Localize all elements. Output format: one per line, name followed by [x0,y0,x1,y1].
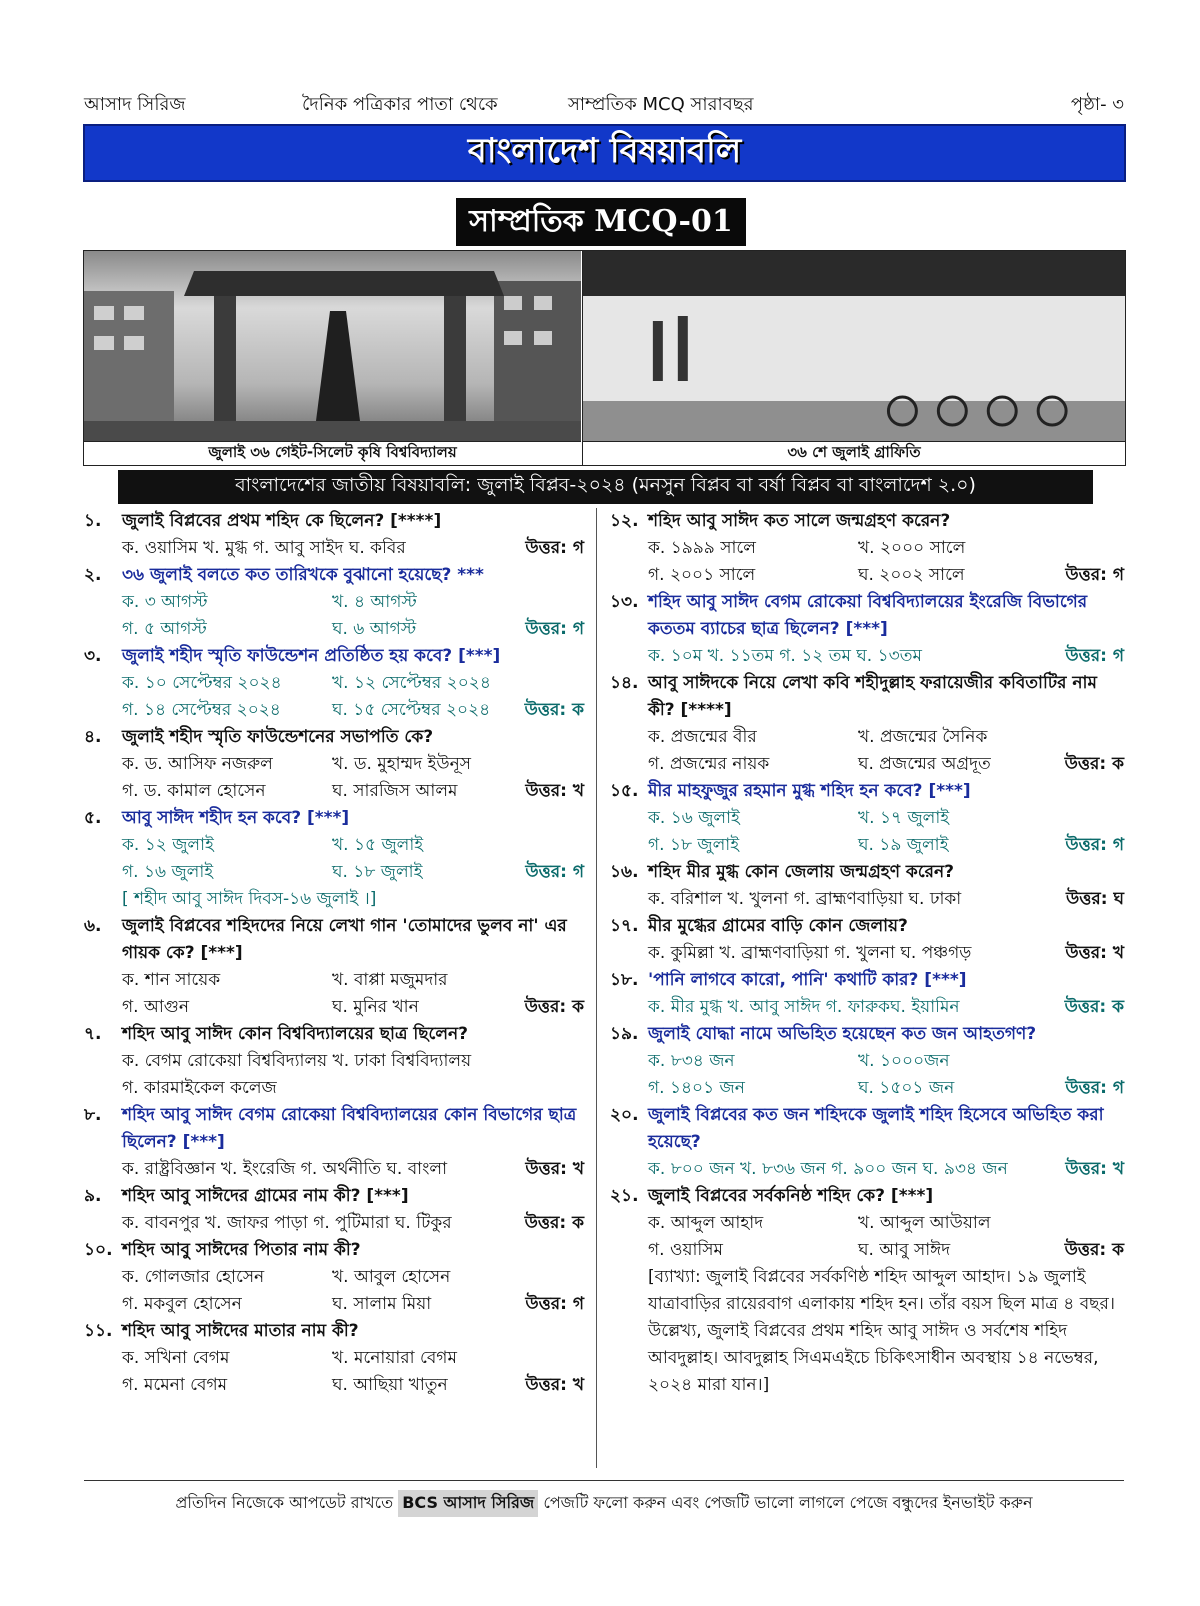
question-text: জুলাই বিপ্লবের প্রথম শহিদ কে ছিলেন? [****] [122,511,442,531]
question-2 [84,562,584,643]
answer: উত্তর: গ [1065,835,1124,855]
option-a: ক. আব্দুল আহাদ [648,1213,764,1233]
option-a: ক. ৩ আগস্ট [122,592,208,612]
question-options: ক. মীর মুগ্ধ খ. আবু সাঈদ গ. ফারুকঘ. ইয়ামিন [648,997,960,1017]
explanation-note: [ব্যাখ্যা: জুলাই বিপ্লবের সর্বকণিষ্ঠ শহিদ আব্দুল আহাদ। ১৯ জুলাই যাত্রাবাড়ির রায়েরবাগ এলাকায় শহিদ হন। তাঁর বয়স ছিল মাত্র ৪ বছর। উল্লেখ্য, জুলাই বিপ্লবের প্রথম শহিদ আবু সাঈদ ও সর্বশেষ শহিদ আবদুল্লাহ। আবদুল্লাহ সিএমএইচে চিকিৎসাধীন অবস্থায় ১৪ নভেম্বর, ২০২৪ মারা যান।] [648,1267,1115,1395]
question-16 [610,859,1124,913]
option-c: গ. প্রজন্মের নায়ক [648,754,770,774]
option-d: ঘ. আছিয়া খাতুন [332,1375,448,1395]
question-number: ১৮. [610,970,639,990]
option-d: ঘ. মুনির খান [332,997,419,1017]
question-14 [610,670,1124,778]
option-b: খ. আবুল হোসেন [332,1267,451,1287]
option-c: গ. মকবুল হোসেন [122,1294,242,1314]
option-a: ক. প্রজন্মের বীর [648,727,757,747]
graffiti-photo [582,251,1125,441]
answer: উত্তর: খ [1065,1159,1124,1179]
option-d: ঘ. প্রজন্মের অগ্রদূত [858,754,991,774]
question-options-2: গ. কারমাইকেল কলেজ [122,1078,277,1098]
option-a: ক. ১০ সেপ্টেম্বর ২০২৪ [122,673,282,693]
question-11 [84,1318,584,1399]
answer: উত্তর: গ [1065,646,1124,666]
question-8 [84,1102,584,1183]
question-text: জুলাই বিপ্লবের সর্বকনিষ্ঠ শহিদ কে? [***] [648,1186,934,1206]
question-3 [84,643,584,724]
question-number: ১৫. [610,781,639,801]
answer: উত্তর: ক [1064,1240,1124,1260]
question-number: ১১. [84,1321,113,1341]
option-c: গ. ১৬ জুলাই [122,862,214,882]
question-17 [610,913,1124,967]
question-4 [84,724,584,805]
question-text: শহিদ আবু সাঈদের পিতার নাম কী? [122,1240,361,1260]
mcq-set-title: সাম্প্রতিক MCQ-01 [456,198,746,246]
option-c: গ. ১৪০১ জন [648,1078,745,1098]
option-a: ক. গোলজার হোসেন [122,1267,265,1287]
option-d: ঘ. ১৫০১ জন [858,1078,955,1098]
answer: উত্তর: ক [524,700,584,720]
option-a: ক. ১৬ জুলাই [648,808,740,828]
option-d: ঘ. ৬ আগস্ট [332,619,417,639]
graffiti-caption: ৩৬ শে জুলাই গ্রাফিতি [582,441,1125,465]
question-text: আবু সাঈদকে নিয়ে লেখা কবি শহীদুল্লাহ ফরায়েজীর কবিতাটির নাম কী? [****] [648,673,1097,720]
question-number: ৯. [84,1186,102,1206]
question-15 [610,778,1124,859]
option-c: গ. ২০০১ সালে [648,565,756,585]
page-header [84,86,1124,120]
gate-illustration [84,251,581,441]
question-10 [84,1237,584,1318]
question-text: শহিদ আবু সাঈদ কত সালে জন্মগ্রহণ করেন? [648,511,951,531]
option-a: ক. ১৯৯৯ সালে [648,538,756,558]
question-options: ক. বেগম রোকেয়া বিশ্ববিদ্যালয় খ. ঢাকা বিশ্ববিদ্যালয় [122,1051,472,1071]
question-18 [610,967,1124,1021]
subject-banner [83,124,1126,182]
option-b: খ. আব্দুল আউয়াল [858,1213,991,1233]
question-number: ১০. [84,1240,113,1260]
answer: উত্তর: গ [1065,565,1124,585]
answer: উত্তর: খ [525,1375,584,1395]
question-options: ক. ৮০০ জন খ. ৮৩৬ জন গ. ৯০০ জন ঘ. ৯৩৪ জন [648,1159,1008,1179]
question-20 [610,1102,1124,1183]
question-9 [84,1183,584,1237]
question-number: ৮. [84,1105,102,1125]
answer: উত্তর: গ [525,862,584,882]
left-question-column [84,508,584,1399]
column-divider [596,508,597,1468]
option-a: ক. সখিনা বেগম [122,1348,230,1368]
answer: উত্তর: ক [1064,754,1124,774]
option-c: গ. ওয়াসিম [648,1240,723,1260]
option-c: গ. ড. কামাল হোসেন [122,781,266,801]
option-b: খ. ১৫ জুলাই [332,835,424,855]
option-b: খ. ১২ সেপ্টেম্বর ২০২৪ [332,673,491,693]
series-name: আসাদ সিরিজ [84,94,186,115]
question-1 [84,508,584,562]
question-number: ৩. [84,646,102,666]
option-b: খ. ড. মুহাম্মদ ইউনূস [332,754,472,774]
option-c: গ. ৫ আগস্ট [122,619,207,639]
question-number: ১৩. [610,592,639,612]
right-question-column [610,508,1124,1399]
question-number: ২১. [610,1186,639,1206]
answer: উত্তর: ক [1064,997,1124,1017]
answer: উত্তর: গ [525,619,584,639]
footer-text-start: প্রতিদিন নিজেকে আপডেট রাখতে [175,1492,394,1512]
question-note: [ শহীদ আবু সাঈদ দিবস-১৬ জুলাই ।] [122,889,377,909]
question-text: শহিদ আবু সাঈদ কোন বিশ্ববিদ্যালয়ের ছাত্র ছিলেন? [122,1024,469,1044]
question-options: ক. কুমিল্লা খ. ব্রাহ্মণবাড়িয়া গ. খুলনা ঘ. পঞ্চগড় [648,943,972,963]
answer: উত্তর: ক [524,997,584,1017]
option-b: খ. বাপ্পা মজুমদার [332,970,448,990]
question-13 [610,589,1124,670]
question-text: আবু সাঈদ শহীদ হন কবে? [***] [122,808,350,828]
question-number: ৭. [84,1024,102,1044]
question-12 [610,508,1124,589]
question-text: 'পানি লাগবে কারো, পানি' কথাটি কার? [***] [648,970,967,990]
question-options: ক. বরিশাল খ. খুলনা গ. ব্রাহ্মণবাড়িয়া ঘ. ঢাকা [648,889,962,909]
question-5 [84,805,584,913]
question-options: ক. রাষ্ট্রবিজ্ঞান খ. ইংরেজি গ. অর্থনীতি ঘ. বাংলা [122,1159,448,1179]
option-a: ক. ৮৩৪ জন [648,1051,735,1071]
question-text: ৩৬ জুলাই বলতে কত তারিখকে বুঝানো হয়েছে? *** [122,565,484,585]
option-a: ক. ১২ জুলাই [122,835,214,855]
footer-text-end: পেজটি ফলো করুন এবং পেজটি ভালো লাগলে পেজে বন্ধুদের ইনভাইট করুন [543,1492,1033,1512]
option-d: ঘ. ১৯ জুলাই [858,835,949,855]
option-b: খ. প্রজন্মের সৈনিক [858,727,988,747]
question-text: মীর মুগ্ধের গ্রামের বাড়ি কোন জেলায়? [648,916,908,936]
option-b: খ. মনোয়ারা বেগম [332,1348,457,1368]
option-d: ঘ. ১৮ জুলাই [332,862,423,882]
question-number: ১৯. [610,1024,639,1044]
option-d: ঘ. ২০০২ সালে [858,565,965,585]
option-a: ক. ড. আসিফ নজরুল [122,754,273,774]
question-options: ক. বাবনপুর খ. জাফর পাড়া গ. পুটিমারা ঘ. টিকুর [122,1213,452,1233]
question-text: শহিদ আবু সাঈদ বেগম রোকেয়া বিশ্ববিদ্যালয়ের ইংরেজি বিভাগের কততম ব্যাচের ছাত্র ছিলেন? [***] [648,592,1088,639]
gate-caption: জুলাই ৩৬ গেইট-সিলেট কৃষি বিশ্ববিদ্যালয় [84,441,581,465]
question-number: ২. [84,565,102,585]
photo-panel [83,250,1126,466]
question-options: ক. ওয়াসিম খ. মুগ্ধ গ. আবু সাইদ ঘ. কবির [122,538,406,558]
subject-title: বাংলাদেশ বিষয়াবলি [467,130,742,171]
option-c: গ. ১৪ সেপ্টেম্বর ২০২৪ [122,700,281,720]
question-text: শহিদ মীর মুগ্ধ কোন জেলায় জন্মগ্রহণ করেন? [648,862,955,882]
question-text: শহিদ আবু সাঈদ বেগম রোকেয়া বিশ্ববিদ্যালয়ের কোন বিভাগের ছাত্র ছিলেন? [***] [122,1105,577,1152]
answer: উত্তর: গ [525,1294,584,1314]
option-b: খ. ৪ আগস্ট [332,592,417,612]
option-c: গ. ১৮ জুলাই [648,835,740,855]
question-7 [84,1021,584,1102]
section-title: বাংলাদেশের জাতীয় বিষয়াবলি: জুলাই বিপ্লব-২০২৪ (মনসুন বিপ্লব বা বর্ষা বিপ্লব বা বাংলাদেশ ২.০) [118,470,1093,504]
page-number: পৃষ্ঠা- ৩ [1070,94,1124,115]
answer: উত্তর: ক [524,1213,584,1233]
option-b: খ. ১৭ জুলাই [858,808,950,828]
option-b: খ. ১০০০জন [858,1051,950,1071]
option-d: ঘ. সালাম মিয়া [332,1294,432,1314]
question-text: শহিদ আবু সাঈদের মাতার নাম কী? [122,1321,359,1341]
option-d: ঘ. সারজিস আলম [332,781,458,801]
question-number: ১৪. [610,673,639,693]
page-footer [84,1488,1124,1518]
answer: উত্তর: গ [525,538,584,558]
footer-page-name: BCS আসাদ সিরিজ [398,1490,538,1517]
footer-divider [84,1480,1124,1481]
option-d: ঘ. ১৫ সেপ্টেম্বর ২০২৪ [332,700,491,720]
option-b: খ. ২০০০ সালে [858,538,966,558]
question-number: ৪. [84,727,102,747]
question-text: মীর মাহফুজুর রহমান মুগ্ধ শহিদ হন কবে? [***] [648,781,971,801]
question-6 [84,913,584,1021]
question-number: ২০. [610,1105,639,1125]
answer: উত্তর: গ [1065,1078,1124,1098]
option-c: গ. মমেনা বেগম [122,1375,228,1395]
question-number: ৫. [84,808,102,828]
question-21 [610,1183,1124,1399]
question-text: জুলাই যোদ্ধা নামে অভিহিত হয়েছেন কত জন আহতগণ? [648,1024,1037,1044]
question-text: জুলাই বিপ্লবের শহিদদের নিয়ে লেখা গান 'তোমাদের ভুলব না' এর গায়ক কে? [***] [122,916,567,963]
question-number: ১৭. [610,916,639,936]
question-options: ক. ১০ম খ. ১১তম গ. ১২ তম ঘ. ১৩তম [648,646,922,666]
question-number: ১৬. [610,862,639,882]
mcq-note: সাম্প্রতিক MCQ সারাবছর [568,94,754,115]
question-text: জুলাই শহীদ স্মৃতি ফাউন্ডেশন প্রতিষ্ঠিত হয় কবে? [***] [122,646,501,666]
source-note: দৈনিক পত্রিকার পাতা থেকে [302,94,498,115]
question-number: ৬. [84,916,102,936]
option-a: ক. শান সায়েক [122,970,221,990]
question-19 [610,1021,1124,1102]
question-text: জুলাই বিপ্লবের কত জন শহিদকে জুলাই শহিদ হিসেবে অভিহিত করা হয়েছে? [648,1105,1104,1152]
answer: উত্তর: ঘ [1066,889,1124,909]
question-text: শহিদ আবু সাঈদের গ্রামের নাম কী? [***] [122,1186,409,1206]
question-number: ১. [84,511,102,531]
answer: উত্তর: খ [525,1159,584,1179]
question-number: ১২. [610,511,639,531]
option-d: ঘ. আবু সাঈদ [858,1240,951,1260]
answer: উত্তর: খ [1065,943,1124,963]
answer: উত্তর: খ [525,781,584,801]
gate-photo [84,251,581,441]
question-text: জুলাই শহীদ স্মৃতি ফাউন্ডেশনের সভাপতি কে? [122,727,434,747]
option-c: গ. আগুন [122,997,190,1017]
graffiti-illustration [583,251,1125,441]
